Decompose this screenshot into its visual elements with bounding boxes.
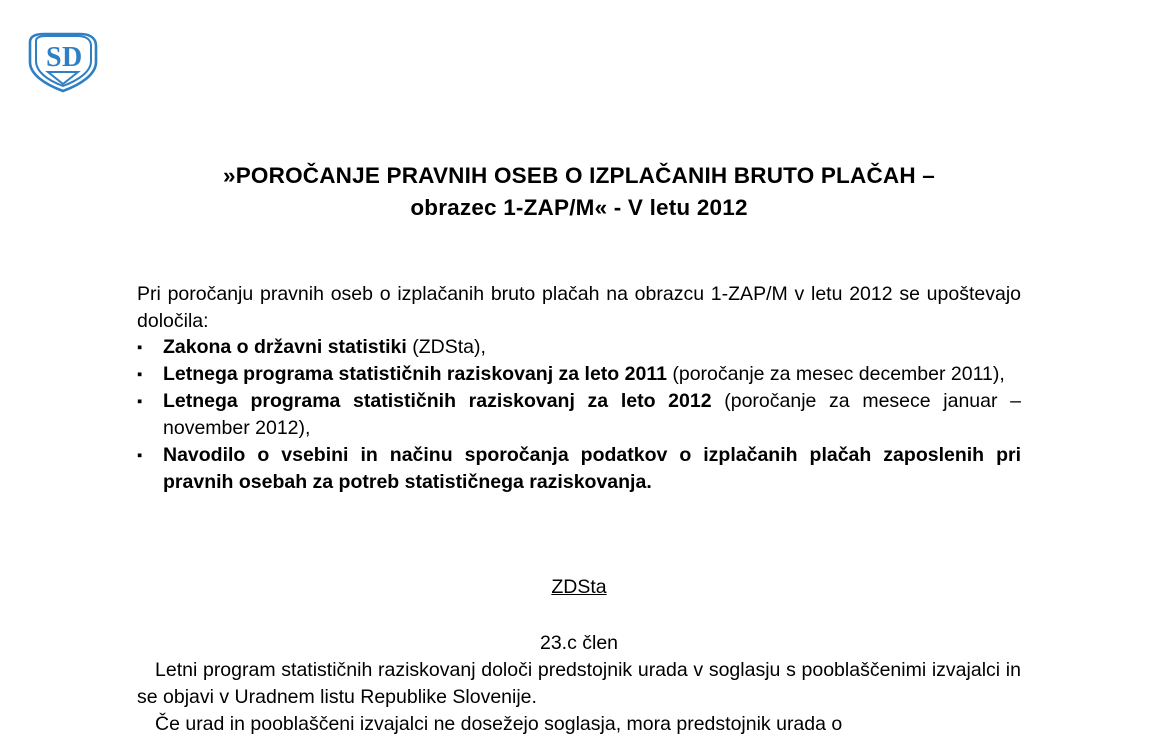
- title-line-1: »POROČANJE PRAVNIH OSEB O IZPLAČANIH BRUTO PLAČAH –: [223, 163, 935, 188]
- list-item-rest: (ZDSta),: [406, 336, 486, 358]
- intro-paragraph: Pri poročanju pravnih oseb o izplačanih bruto plačah na obrazcu 1-ZAP/M v letu 2012 se upoštevajo določila:: [137, 283, 1021, 332]
- closing-paragraph-1: Letni program statističnih raziskovanj določi predstojnik urada v soglasju s pooblaščenimi izvajalci in se objavi v Uradnem listu Republike Slovenije.: [137, 659, 1021, 708]
- list-item: [137, 334, 1021, 361]
- list-item: [137, 442, 1021, 496]
- svg-text:D: D: [62, 42, 83, 73]
- list-item-text: [163, 388, 1021, 442]
- closing-paragraph-2: Če urad in pooblaščeni izvajalci ne dosežejo soglasja, mora predstojnik urada o: [155, 713, 843, 735]
- list-item-rest: (poročanje za mesece januar – november 2012),: [163, 390, 1022, 439]
- list-item-bold: Zakona o državni statistiki: [163, 336, 407, 358]
- closing-paragraphs: [137, 657, 1021, 738]
- list-item-bold: Letnega programa statističnih raziskovanj za leto 2012: [163, 390, 712, 412]
- slide-title: [137, 160, 1021, 224]
- list-item-bold: Letnega programa statističnih raziskovanj za leto 2011: [163, 363, 667, 385]
- list-item-text: [163, 334, 1021, 361]
- bullet-marker-icon: ▪: [137, 393, 143, 410]
- sursi-logo: [22, 32, 102, 94]
- title-line-2: obrazec 1-ZAP/M« - V letu 2012: [410, 195, 748, 220]
- list-item: [137, 388, 1021, 442]
- list-item-text: [163, 442, 1021, 496]
- list-item: [137, 361, 1021, 388]
- svg-text:S: S: [46, 42, 62, 73]
- bullet-marker-icon: ▪: [137, 447, 143, 464]
- bullet-marker-icon: ▪: [137, 366, 143, 383]
- bullet-list: [137, 334, 1021, 496]
- list-item-bold: Navodilo o vsebini in načinu sporočanja podatkov o izplačanih plačah zaposlenih pri pravnih osebah za potreb statističnega raziskovanja.: [163, 444, 1021, 493]
- list-item-text: [163, 361, 1021, 388]
- bullet-marker-icon: ▪: [137, 339, 143, 356]
- article-label: 23.c člen: [539, 632, 619, 654]
- list-item-rest: (poročanje za mesec december 2011),: [666, 363, 1005, 385]
- section-heading: ZDSta: [551, 576, 607, 598]
